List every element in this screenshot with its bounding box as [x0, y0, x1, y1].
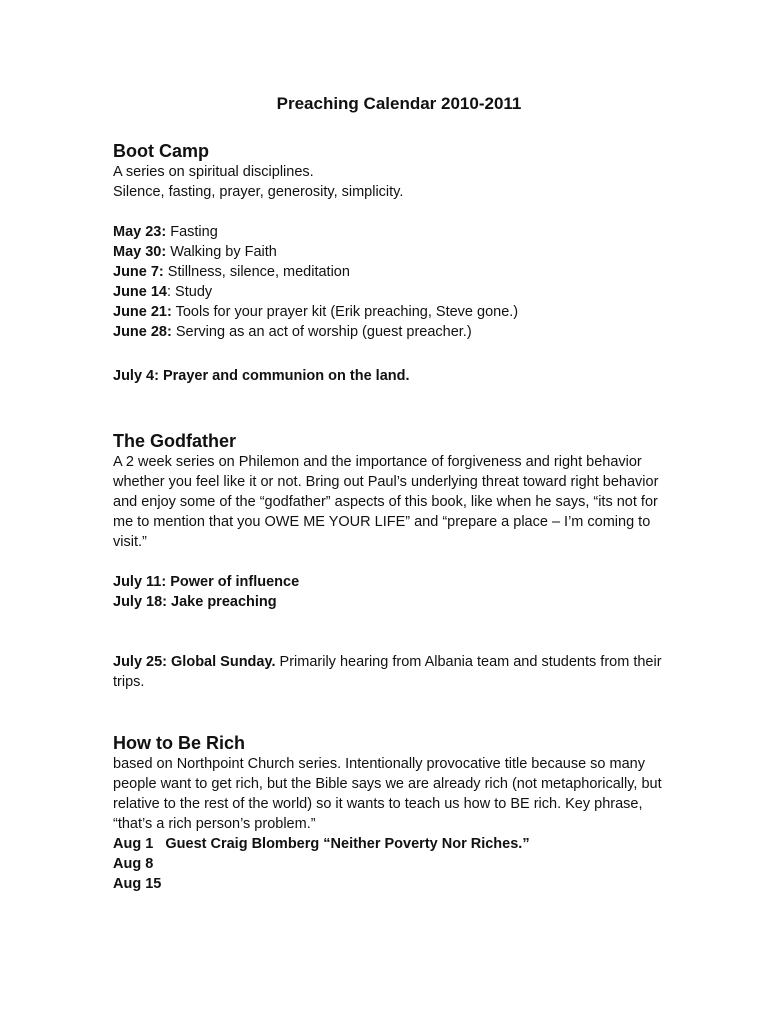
- section-boot-camp: [113, 140, 673, 386]
- entry-topic: Tools for your prayer kit (Erik preaching, Steve gone.): [171, 304, 519, 320]
- schedule-list: [113, 222, 673, 342]
- section-description: based on Northpoint Church series. Intentionally provocative title because so many people want to get rich, but the Bible says we are already rich (not metaphorically, but relative to the rest of the world) so it wants to teach us how to BE rich. Key phrase, “that’s a rich person’s problem.”: [113, 756, 662, 832]
- section-description: A 2 week series on Philemon and the importance of forgiveness and right behavior whether you feel like it or not. Bring out Paul’s underlying threat toward right behavior and enjoy some of the “godfather” aspects of this book, like when he says, “its not for me to mention that you OWE ME YOUR LIFE” and “prepare a place – I’m coming to visit.”: [113, 454, 659, 550]
- schedule-entry-july-25: [113, 652, 673, 692]
- entry-date: May 23:: [113, 224, 167, 240]
- document-title: Preaching Calendar 2010-2011: [276, 94, 522, 113]
- schedule-entry: [113, 262, 673, 282]
- section-heading: Boot Camp: [113, 141, 209, 161]
- schedule-entry: July 18: Jake preaching: [113, 594, 277, 610]
- schedule-entry: Aug 1 Guest Craig Blomberg “Neither Poverty Nor Riches.”: [113, 836, 530, 852]
- section-description: A series on spiritual disciplines.: [113, 164, 314, 180]
- schedule-entry: [113, 322, 673, 342]
- entry-topic: Stillness, silence, meditation: [163, 264, 350, 280]
- schedule-entry: [113, 282, 673, 302]
- schedule-entry: [113, 222, 673, 242]
- section-heading: How to Be Rich: [113, 733, 246, 753]
- entry-date: June 14: [113, 284, 167, 300]
- schedule-entry-july-4: July 4: Prayer and communion on the land.: [113, 368, 410, 384]
- section-description: Silence, fasting, prayer, generosity, simplicity.: [113, 184, 404, 200]
- schedule-entry: July 11: Power of influence: [113, 574, 300, 590]
- entry-date: June 21:: [113, 304, 172, 320]
- section-heading: The Godfather: [113, 431, 237, 451]
- section-godfather: [113, 430, 673, 692]
- entry-date: May 30:: [113, 244, 167, 260]
- schedule-entry: [113, 242, 673, 262]
- entry-date: July 25: Global Sunday.: [113, 654, 276, 670]
- schedule-entry: Aug 15: [113, 876, 162, 892]
- entry-topic: Fasting: [166, 224, 218, 240]
- entry-date: June 7:: [113, 264, 164, 280]
- document-page: [113, 92, 673, 894]
- entry-topic: Walking by Faith: [166, 244, 277, 260]
- section-how-to-be-rich: [113, 732, 673, 894]
- schedule-entry: Aug 8: [113, 856, 154, 872]
- entry-topic: Serving as an act of worship (guest preacher.): [171, 324, 472, 340]
- entry-date: June 28:: [113, 324, 172, 340]
- entry-topic: Primarily hearing from Albania team and students from their trips.: [113, 654, 662, 690]
- entry-topic: : Study: [167, 284, 213, 300]
- schedule-entry: [113, 302, 673, 322]
